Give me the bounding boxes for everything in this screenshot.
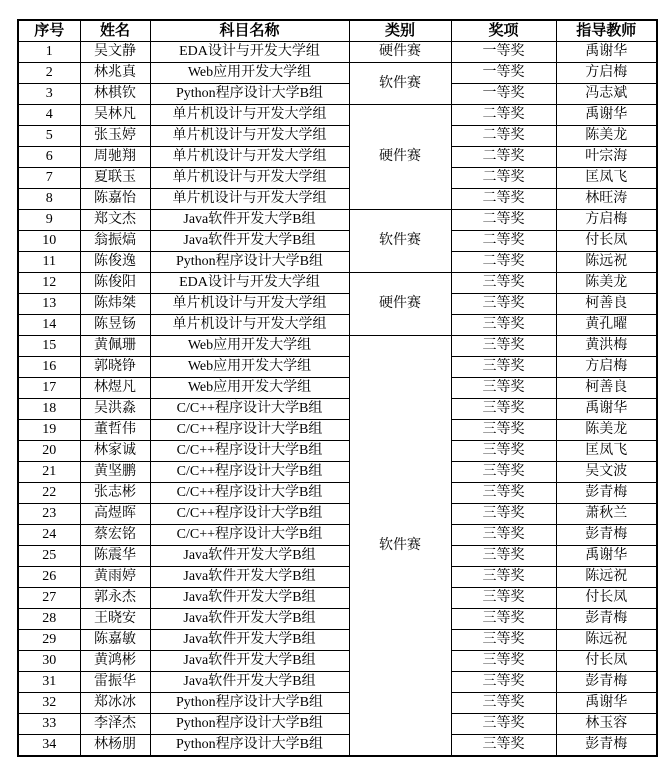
cell-subject: Python程序设计大学B组 bbox=[150, 735, 349, 757]
table-row bbox=[18, 231, 657, 252]
cell-subject: 单片机设计与开发大学组 bbox=[150, 126, 349, 147]
cell-award: 二等奖 bbox=[451, 231, 556, 252]
table-row bbox=[18, 525, 657, 546]
table-row bbox=[18, 693, 657, 714]
cell-name: 陈嘉敏 bbox=[80, 630, 150, 651]
cell-subject: Java软件开发大学B组 bbox=[150, 588, 349, 609]
table-row bbox=[18, 672, 657, 693]
cell-name: 林兆真 bbox=[80, 63, 150, 84]
cell-name: 郑冰冰 bbox=[80, 693, 150, 714]
cell-no: 6 bbox=[18, 147, 80, 168]
cell-award: 三等奖 bbox=[451, 588, 556, 609]
table-row bbox=[18, 252, 657, 273]
cell-award: 三等奖 bbox=[451, 504, 556, 525]
cell-award: 三等奖 bbox=[451, 630, 556, 651]
cell-name: 郑文杰 bbox=[80, 210, 150, 231]
cell-name: 李泽杰 bbox=[80, 714, 150, 735]
cell-award: 三等奖 bbox=[451, 462, 556, 483]
cell-no: 27 bbox=[18, 588, 80, 609]
cell-award: 三等奖 bbox=[451, 714, 556, 735]
table-row bbox=[18, 567, 657, 588]
cell-name: 周驰翔 bbox=[80, 147, 150, 168]
cell-teacher: 陈远祝 bbox=[556, 630, 657, 651]
cell-teacher: 彭青梅 bbox=[556, 672, 657, 693]
cell-no: 25 bbox=[18, 546, 80, 567]
column-header-teacher: 指导教师 bbox=[556, 20, 657, 42]
cell-name: 郭永杰 bbox=[80, 588, 150, 609]
table-row bbox=[18, 273, 657, 294]
table-row bbox=[18, 588, 657, 609]
cell-subject: Java软件开发大学B组 bbox=[150, 630, 349, 651]
cell-subject: Python程序设计大学B组 bbox=[150, 252, 349, 273]
cell-no: 20 bbox=[18, 441, 80, 462]
cell-subject: 单片机设计与开发大学组 bbox=[150, 147, 349, 168]
cell-teacher: 黄洪梅 bbox=[556, 336, 657, 357]
cell-teacher: 陈美龙 bbox=[556, 273, 657, 294]
cell-name: 黄鸿彬 bbox=[80, 651, 150, 672]
cell-teacher: 彭青梅 bbox=[556, 609, 657, 630]
cell-teacher: 禹谢华 bbox=[556, 42, 657, 63]
table-row bbox=[18, 651, 657, 672]
cell-subject: Java软件开发大学B组 bbox=[150, 231, 349, 252]
cell-category: 硬件赛 bbox=[349, 273, 451, 336]
cell-no: 12 bbox=[18, 273, 80, 294]
cell-no: 3 bbox=[18, 84, 80, 105]
table-row bbox=[18, 462, 657, 483]
cell-award: 三等奖 bbox=[451, 357, 556, 378]
table-row bbox=[18, 630, 657, 651]
cell-no: 34 bbox=[18, 735, 80, 757]
cell-subject: C/C++程序设计大学B组 bbox=[150, 462, 349, 483]
cell-award: 三等奖 bbox=[451, 315, 556, 336]
column-header-name: 姓名 bbox=[80, 20, 150, 42]
cell-teacher: 陈美龙 bbox=[556, 420, 657, 441]
cell-award: 三等奖 bbox=[451, 273, 556, 294]
cell-name: 吴文静 bbox=[80, 42, 150, 63]
cell-name: 陈炜桀 bbox=[80, 294, 150, 315]
table-row bbox=[18, 63, 657, 84]
cell-teacher: 付长凤 bbox=[556, 588, 657, 609]
cell-subject: C/C++程序设计大学B组 bbox=[150, 420, 349, 441]
cell-award: 二等奖 bbox=[451, 147, 556, 168]
cell-award: 二等奖 bbox=[451, 105, 556, 126]
cell-name: 陈震华 bbox=[80, 546, 150, 567]
cell-no: 26 bbox=[18, 567, 80, 588]
cell-award: 二等奖 bbox=[451, 252, 556, 273]
table-row bbox=[18, 126, 657, 147]
cell-award: 三等奖 bbox=[451, 399, 556, 420]
cell-no: 8 bbox=[18, 189, 80, 210]
cell-teacher: 冯志斌 bbox=[556, 84, 657, 105]
cell-subject: Web应用开发大学组 bbox=[150, 378, 349, 399]
cell-subject: C/C++程序设计大学B组 bbox=[150, 483, 349, 504]
table-row bbox=[18, 84, 657, 105]
cell-no: 9 bbox=[18, 210, 80, 231]
cell-name: 董哲伟 bbox=[80, 420, 150, 441]
table-row bbox=[18, 420, 657, 441]
table-row bbox=[18, 168, 657, 189]
cell-teacher: 吴文波 bbox=[556, 462, 657, 483]
cell-subject: Web应用开发大学组 bbox=[150, 336, 349, 357]
cell-no: 15 bbox=[18, 336, 80, 357]
cell-name: 蔡宏铭 bbox=[80, 525, 150, 546]
cell-teacher: 禹谢华 bbox=[556, 399, 657, 420]
cell-name: 林煜凡 bbox=[80, 378, 150, 399]
column-header-no: 序号 bbox=[18, 20, 80, 42]
cell-teacher: 柯善良 bbox=[556, 378, 657, 399]
table-row bbox=[18, 315, 657, 336]
cell-subject: Java软件开发大学B组 bbox=[150, 210, 349, 231]
cell-no: 24 bbox=[18, 525, 80, 546]
cell-category: 软件赛 bbox=[349, 63, 451, 105]
cell-teacher: 禹谢华 bbox=[556, 105, 657, 126]
cell-subject: Web应用开发大学组 bbox=[150, 357, 349, 378]
cell-award: 三等奖 bbox=[451, 609, 556, 630]
cell-award: 三等奖 bbox=[451, 546, 556, 567]
table-row bbox=[18, 105, 657, 126]
cell-subject: EDA设计与开发大学组 bbox=[150, 42, 349, 63]
cell-award: 三等奖 bbox=[451, 378, 556, 399]
cell-subject: C/C++程序设计大学B组 bbox=[150, 441, 349, 462]
table-row bbox=[18, 147, 657, 168]
cell-no: 30 bbox=[18, 651, 80, 672]
table-row bbox=[18, 714, 657, 735]
cell-no: 1 bbox=[18, 42, 80, 63]
cell-category: 硬件赛 bbox=[349, 105, 451, 210]
cell-name: 陈昱钖 bbox=[80, 315, 150, 336]
cell-name: 高煜晖 bbox=[80, 504, 150, 525]
cell-no: 4 bbox=[18, 105, 80, 126]
cell-teacher: 陈远祝 bbox=[556, 252, 657, 273]
cell-no: 32 bbox=[18, 693, 80, 714]
cell-name: 郭晓铮 bbox=[80, 357, 150, 378]
cell-subject: EDA设计与开发大学组 bbox=[150, 273, 349, 294]
cell-award: 三等奖 bbox=[451, 693, 556, 714]
cell-no: 10 bbox=[18, 231, 80, 252]
cell-teacher: 萧秋兰 bbox=[556, 504, 657, 525]
table-row bbox=[18, 357, 657, 378]
cell-teacher: 陈远祝 bbox=[556, 567, 657, 588]
cell-no: 22 bbox=[18, 483, 80, 504]
cell-no: 11 bbox=[18, 252, 80, 273]
cell-teacher: 匡凤飞 bbox=[556, 168, 657, 189]
cell-category: 硬件赛 bbox=[349, 42, 451, 63]
cell-name: 陈俊逸 bbox=[80, 252, 150, 273]
cell-award: 三等奖 bbox=[451, 441, 556, 462]
table-row bbox=[18, 378, 657, 399]
cell-subject: Web应用开发大学组 bbox=[150, 63, 349, 84]
cell-name: 黄佩珊 bbox=[80, 336, 150, 357]
cell-teacher: 方启梅 bbox=[556, 210, 657, 231]
cell-award: 一等奖 bbox=[451, 84, 556, 105]
table-header-row bbox=[18, 20, 657, 42]
table-row bbox=[18, 735, 657, 757]
cell-no: 2 bbox=[18, 63, 80, 84]
cell-subject: 单片机设计与开发大学组 bbox=[150, 168, 349, 189]
cell-name: 黄坚鹏 bbox=[80, 462, 150, 483]
cell-teacher: 林玉容 bbox=[556, 714, 657, 735]
table-row bbox=[18, 42, 657, 63]
cell-award: 三等奖 bbox=[451, 567, 556, 588]
cell-subject: Java软件开发大学B组 bbox=[150, 567, 349, 588]
cell-subject: 单片机设计与开发大学组 bbox=[150, 315, 349, 336]
cell-name: 吴洪淼 bbox=[80, 399, 150, 420]
cell-no: 16 bbox=[18, 357, 80, 378]
cell-teacher: 禹谢华 bbox=[556, 693, 657, 714]
table-row bbox=[18, 546, 657, 567]
cell-no: 31 bbox=[18, 672, 80, 693]
cell-no: 19 bbox=[18, 420, 80, 441]
cell-teacher: 方启梅 bbox=[556, 63, 657, 84]
cell-no: 5 bbox=[18, 126, 80, 147]
cell-subject: 单片机设计与开发大学组 bbox=[150, 189, 349, 210]
cell-subject: C/C++程序设计大学B组 bbox=[150, 504, 349, 525]
cell-no: 18 bbox=[18, 399, 80, 420]
cell-subject: Java软件开发大学B组 bbox=[150, 651, 349, 672]
table-row bbox=[18, 189, 657, 210]
table-row bbox=[18, 294, 657, 315]
table-row bbox=[18, 504, 657, 525]
cell-name: 张玉婷 bbox=[80, 126, 150, 147]
cell-award: 三等奖 bbox=[451, 651, 556, 672]
award-table bbox=[17, 19, 658, 757]
cell-teacher: 彭青梅 bbox=[556, 525, 657, 546]
cell-no: 14 bbox=[18, 315, 80, 336]
cell-award: 三等奖 bbox=[451, 735, 556, 757]
cell-name: 林杨朋 bbox=[80, 735, 150, 757]
column-header-award: 奖项 bbox=[451, 20, 556, 42]
cell-award: 一等奖 bbox=[451, 63, 556, 84]
cell-award: 三等奖 bbox=[451, 672, 556, 693]
cell-subject: C/C++程序设计大学B组 bbox=[150, 399, 349, 420]
cell-subject: Java软件开发大学B组 bbox=[150, 672, 349, 693]
cell-name: 陈嘉怡 bbox=[80, 189, 150, 210]
cell-no: 7 bbox=[18, 168, 80, 189]
cell-subject: Java软件开发大学B组 bbox=[150, 546, 349, 567]
cell-teacher: 彭青梅 bbox=[556, 483, 657, 504]
cell-teacher: 林旺涛 bbox=[556, 189, 657, 210]
cell-teacher: 付长凤 bbox=[556, 231, 657, 252]
cell-teacher: 黄孔曜 bbox=[556, 315, 657, 336]
cell-name: 夏联玉 bbox=[80, 168, 150, 189]
cell-name: 林棋钦 bbox=[80, 84, 150, 105]
cell-name: 王晓安 bbox=[80, 609, 150, 630]
table-row bbox=[18, 483, 657, 504]
cell-award: 三等奖 bbox=[451, 420, 556, 441]
cell-teacher: 彭青梅 bbox=[556, 735, 657, 757]
cell-teacher: 叶宗海 bbox=[556, 147, 657, 168]
cell-subject: C/C++程序设计大学B组 bbox=[150, 525, 349, 546]
cell-category: 软件赛 bbox=[349, 336, 451, 757]
cell-no: 21 bbox=[18, 462, 80, 483]
cell-name: 吴林凡 bbox=[80, 105, 150, 126]
cell-award: 二等奖 bbox=[451, 168, 556, 189]
cell-subject: Python程序设计大学B组 bbox=[150, 693, 349, 714]
table-row bbox=[18, 609, 657, 630]
cell-teacher: 陈美龙 bbox=[556, 126, 657, 147]
cell-category: 软件赛 bbox=[349, 210, 451, 273]
table-row bbox=[18, 441, 657, 462]
column-header-subject: 科目名称 bbox=[150, 20, 349, 42]
cell-teacher: 柯善良 bbox=[556, 294, 657, 315]
cell-subject: 单片机设计与开发大学组 bbox=[150, 294, 349, 315]
cell-name: 陈俊阳 bbox=[80, 273, 150, 294]
cell-subject: Python程序设计大学B组 bbox=[150, 84, 349, 105]
cell-no: 17 bbox=[18, 378, 80, 399]
cell-name: 张志彬 bbox=[80, 483, 150, 504]
cell-award: 二等奖 bbox=[451, 126, 556, 147]
cell-subject: Python程序设计大学B组 bbox=[150, 714, 349, 735]
cell-award: 二等奖 bbox=[451, 210, 556, 231]
column-header-category: 类别 bbox=[349, 20, 451, 42]
cell-teacher: 付长凤 bbox=[556, 651, 657, 672]
table-row bbox=[18, 336, 657, 357]
cell-award: 三等奖 bbox=[451, 483, 556, 504]
cell-award: 二等奖 bbox=[451, 189, 556, 210]
cell-teacher: 方启梅 bbox=[556, 357, 657, 378]
table-row bbox=[18, 210, 657, 231]
cell-name: 黄雨婷 bbox=[80, 567, 150, 588]
cell-no: 28 bbox=[18, 609, 80, 630]
cell-no: 29 bbox=[18, 630, 80, 651]
cell-name: 林家诚 bbox=[80, 441, 150, 462]
cell-teacher: 匡凤飞 bbox=[556, 441, 657, 462]
table-row bbox=[18, 399, 657, 420]
cell-name: 雷振华 bbox=[80, 672, 150, 693]
cell-subject: Java软件开发大学B组 bbox=[150, 609, 349, 630]
cell-award: 一等奖 bbox=[451, 42, 556, 63]
cell-name: 翁振熇 bbox=[80, 231, 150, 252]
cell-award: 三等奖 bbox=[451, 336, 556, 357]
cell-award: 三等奖 bbox=[451, 294, 556, 315]
cell-award: 三等奖 bbox=[451, 525, 556, 546]
cell-no: 23 bbox=[18, 504, 80, 525]
cell-no: 33 bbox=[18, 714, 80, 735]
cell-subject: 单片机设计与开发大学组 bbox=[150, 105, 349, 126]
cell-teacher: 禹谢华 bbox=[556, 546, 657, 567]
cell-no: 13 bbox=[18, 294, 80, 315]
